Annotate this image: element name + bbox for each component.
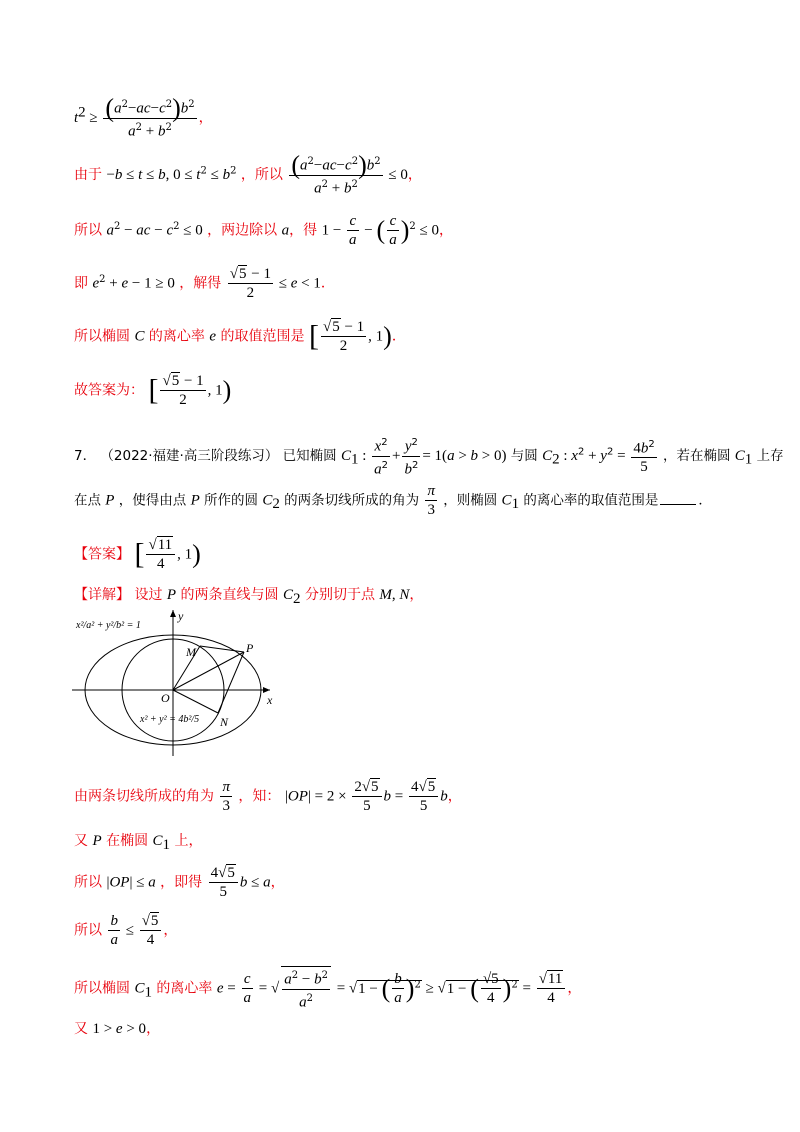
text-youyu: 由于	[74, 167, 102, 184]
line-e-range: 又 1 > e > 0，	[74, 1021, 161, 1037]
line-op-le-a: 所以 |OP| ≤ a ，即得 $\frac{4√5}{5}$ b ≤ a，	[74, 865, 285, 900]
text-de-lixinlv: 的离心率	[148, 328, 205, 345]
ellipse-circle-figure	[72, 608, 282, 758]
text-de-quzhi: 的取值范围是	[220, 328, 305, 345]
text-liangbian: 两边除以	[221, 222, 278, 239]
text-suoyi-2: 所以	[74, 222, 102, 239]
line-so-inequality: 所以 $a^2$ − ac − $c^2 \le 0$ ，两边除以 a，得 1 − $\frac{c}{a}$ − ( $\frac{c}{a}$ )$^2$ ≤ 0，	[74, 213, 453, 248]
label-x: x	[267, 693, 273, 707]
label-n: N	[220, 715, 229, 729]
q7-text-e: 在点	[74, 492, 101, 509]
text-guda: 故答案为：	[74, 382, 144, 399]
label-ellipse-eq: x²/a² + y²/b² = 1	[76, 620, 141, 631]
label-circle-eq: x² + y² = 4b²/5	[140, 714, 200, 725]
text-suoyi: 所以	[254, 167, 283, 184]
tangent-pn	[218, 652, 244, 713]
segment-on	[173, 690, 218, 713]
detail-label: 【详解】	[74, 587, 130, 603]
q7-text-j: 的离心率的取值范围是	[523, 492, 659, 509]
text-suoyi-4: 所以	[74, 922, 102, 939]
segment-op	[173, 652, 244, 690]
line-since: 由于 −b ≤ t ≤ b, $0 \le t^2 \le b^2$ ，所以 $\frac{(a^2-ac-c^2)b^2}{a^2 + b^2}$ ≤ 0，	[74, 150, 422, 197]
label-y: y	[178, 609, 184, 623]
q7-text-h: 的两条切线所成的角为	[284, 492, 420, 509]
q7-text-b: 与圆	[510, 448, 538, 464]
q7-text-d: 上存	[756, 448, 784, 464]
text-suoyi-tuoyuan-2: 所以椭圆	[74, 980, 130, 997]
line-ecc-calc: 所以椭圆 $C_1$ 的离心率 e = $\frac{c}{a}$ = √ $\frac{a^2 - b^2}{a^2}$ = √1 − ( $\frac{b}{a}$ )$^2$ ≥ √1 − ( $\frac{√5}{4}$ )$^2$ = $\frac{√11}{4}$ ，	[74, 966, 581, 1011]
q7-text-a: 已知椭圆	[282, 448, 337, 464]
answer-label: 【答案】	[74, 546, 130, 563]
detail-text-c: 分别切于点	[304, 587, 375, 603]
line-angle: 由两条切线所成的角为 $\frac{\pi}{3}$ ，知： |OP| = 2 × $\frac{2√5}{5}$ b = $\frac{4√5}{5}$ b，	[74, 779, 462, 814]
line-answer-6: 故答案为： [ $\frac{√5 - 1}{2}$ , 1)	[74, 373, 232, 408]
text-de-lixinlv-2: 的离心率	[156, 980, 213, 997]
q7-text-f: ，使得由点	[118, 492, 187, 509]
question-7-line-1: 7． （2022·福建·高三阶段练习） 已知椭圆 $C_1$ : $\frac{x^2}{a^2}$ + $\frac{y^2}{b^2}$ = 1(a > b > 0) 与圆 $C_2$ : $x^2 + y^2$ = $\frac{4b^2}{5}$ ，若在椭圆 $C_1$ 上存	[74, 434, 784, 478]
text-de: 得	[303, 222, 318, 239]
detail-text-b: 的两条直线与圆	[180, 587, 279, 603]
label-m: M	[186, 645, 196, 659]
question-7-line-2: 在点 P ，使得由点 P 所作的圆 $C_2$ 的两条切线所成的角为 $\frac{\pi}{3}$ ，则椭圆 $C_1$ 的离心率的取值范围是 ．	[74, 483, 712, 518]
line-ecc-range: 所以椭圆 C 的离心率 e 的取值范围是 [ $\frac{√5 - 1}{2}$ , 1)．	[74, 319, 406, 354]
detail-text-a: 设过	[134, 587, 163, 603]
q7-source: （2022·福建·高三阶段练习）	[100, 448, 279, 464]
text-you: 又	[74, 833, 88, 849]
text-you-2: 又	[74, 1021, 88, 1037]
line-detail: 【详解】 设过 P 的两条直线与圆 $C_2$ 分别切于点 M, N，	[74, 587, 424, 607]
q7-text-g: 所作的圆	[204, 492, 259, 509]
text-suoyi-3: 所以	[74, 874, 102, 891]
text-ji: 即	[74, 275, 88, 292]
line-p-on-ellipse: 又 P 在椭圆 $C_1$ 上，	[74, 833, 203, 853]
text-jiao: 由两条切线所成的角为	[74, 788, 214, 805]
answer-blank	[660, 504, 696, 505]
label-p: P	[246, 641, 254, 655]
text-jide: ，即得	[160, 874, 203, 891]
q7-text-c: ，若在椭圆	[662, 448, 731, 464]
text-zhi: ，知：	[238, 788, 281, 805]
text-zai-tuoyuan: 在椭圆	[106, 833, 149, 849]
text-suoyi-tuoyuan: 所以椭圆	[74, 328, 130, 345]
y-arrow-icon	[170, 610, 176, 617]
text-shang: 上，	[174, 833, 203, 849]
line-ji: 即 $e^2 + e - 1 \ge 0$ ，解得 $\frac{√5 - 1}{2}$ ≤ e < 1．	[74, 266, 335, 301]
text-jiede: 解得	[193, 275, 222, 292]
line-t-squared: $t^2$ ≥ $\frac{(a^2-ac-c^2)b^2}{a^2 + b^2}$ ，	[74, 93, 213, 140]
line-b-over-a: 所以 $\frac{b}{a}$ ≤ $\frac{√5}{4}$ ，	[74, 913, 178, 948]
label-o: O	[161, 691, 170, 705]
line-answer-7: 【答案】 [ $\frac{√11}{4}$ , 1)	[74, 537, 201, 572]
q7-number: 7．	[74, 448, 97, 464]
q7-text-i: ，则椭圆	[443, 492, 498, 509]
